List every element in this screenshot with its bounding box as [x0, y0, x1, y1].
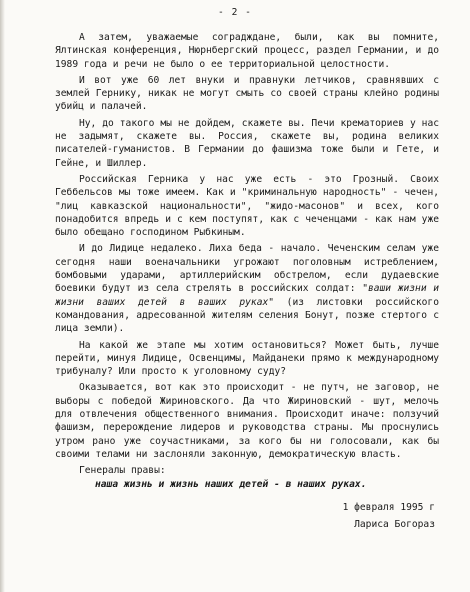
paragraph-7: Оказывается, вот как это происходит - не путч, не заговор, не выборы с победой Жириновского. Да что Жириновский - шут, мелочь для отвлечения общественного внимания. Происходит иначе: ползучий фашизм, перерождение лидеров и руководства страны. Мы проснулись утром рано уже соучастниками, за кого бы ни голосовали, как бы своими телами ни заслоняли законную, демократическую власть. — [55, 382, 439, 460]
paragraph-3: Ну, до такого мы не дойдем, скажете вы. Печи крематориев у нас не задымят, скажете вы. Россия, скажете вы, родина великих писателей-гуманистов. В Германии до фашизма тоже были и Гете, и Гейне, и Шиллер. — [55, 117, 439, 169]
paragraph-1: А затем, уважаемые соградждане, были, как вы помните, Ялтинская конференция, Нюрнбергский процесс, раздел Германии, и до 1989 года и речи не было о ее территориальной целостности. — [55, 32, 439, 70]
paragraph-6: На какой же этапе мы хотим остановиться? Может быть, лучше перейти, минуя Лидице, Освенцимы, Майданеки прямо к международному трибуналу? Или просто к уголовному суду? — [55, 339, 439, 378]
leaflet-quote: "ваши жизни и жизни ваших детей в ваших руках" — [55, 283, 439, 308]
signature-block — [55, 501, 439, 532]
paragraph-5-text: И до Лидице недалеко. Лиха беда - начало. Чеченским селам уже сегодня наши военачальники угрожают поголовным истреблением, бомбовыми ударами, артиллерийским обстрелом, если дудаевские боевики будут из села стрелять в российских солдат: — [55, 243, 439, 295]
date: 1 февраля 1995 г — [342, 501, 435, 513]
paragraph-5-continuation: листовки российского командования, адресованной жителям селения Бонут, позже стертого с лица земли). — [55, 296, 439, 335]
paragraph-2: И вот уже 60 лет внуки и правнуки летчиков, сравнявших с землей Гернику, никак не могут смыть со своей страны клейно родины убийц и палачей. — [55, 74, 439, 113]
closing-lead: Генералы правы: — [79, 465, 166, 477]
paragraph-5 — [55, 242, 439, 335]
leaflet-quote-tail: (из — [274, 296, 304, 308]
closing-phrase: наша жизнь и жизнь наших детей - в наших руках. — [95, 478, 367, 490]
paragraph-4: Российская Герника у нас уже есть - это Грозный. Своих Геббельсов мы тоже имеем. Как и "криминальную народность" - чечен, "лиц кавказской национальности", "жидо-масонов" и всех, кого понадобится впредь и с кем поступят, как с чеченцами - как нам уже было обещано господином Рыбкиным. — [55, 173, 439, 239]
scan-edge-shadow — [0, 0, 5, 592]
letter-body — [55, 31, 439, 535]
page-number: - 2 - — [218, 7, 252, 18]
author-name: Лариса Богораз — [354, 519, 435, 531]
